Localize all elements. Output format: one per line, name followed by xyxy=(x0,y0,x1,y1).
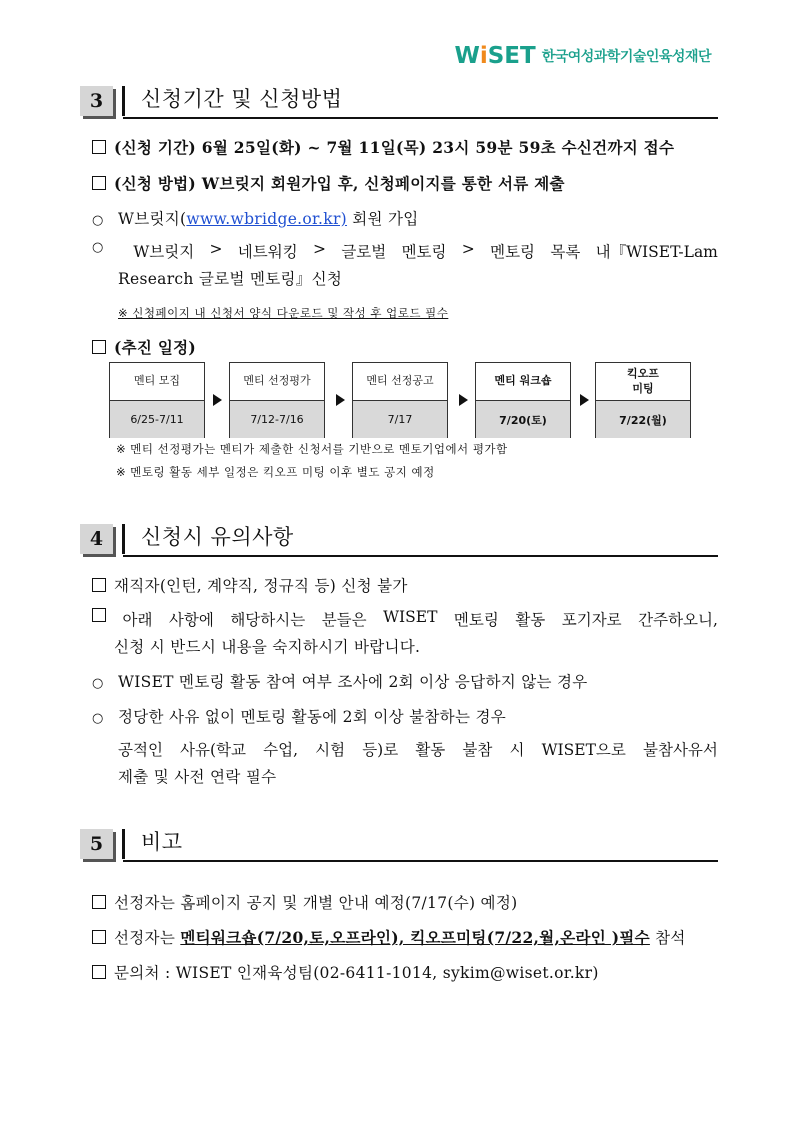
arrow-right-icon xyxy=(580,394,589,406)
schedule-step xyxy=(352,362,448,438)
section-divider xyxy=(122,86,125,116)
caution-detail-line2: 제출 및 사전 연락 필수 xyxy=(118,768,277,786)
evaluation-note: ※ 멘티 선정평가는 멘티가 제출한 신청서를 기반으로 멘토기업에서 평가함 xyxy=(116,442,508,456)
step-date: 6/25-7/11 xyxy=(110,401,204,438)
schedule-step xyxy=(229,362,325,438)
signup-instruction: ○ W브릿지(www.wbridge.or.kr) 회원 가입 xyxy=(92,210,419,228)
caution-sub-1: ○ WISET 멘토링 활동 참여 여부 조사에 2회 이상 응답하지 않는 경우 xyxy=(92,673,588,691)
checkbox-icon xyxy=(92,930,106,944)
circle-bullet-icon: ○ xyxy=(92,711,104,726)
apply-path-line2: Research 글로벌 멘토링』신청 xyxy=(118,270,343,288)
remark-item-1: 선정자는 홈페이지 공지 및 개별 안내 예정(7/17(수) 예정) xyxy=(92,891,517,913)
circle-bullet-icon: ○ xyxy=(92,240,104,255)
caution-detail-line1: 공적인 사유(학교 수업, 시험 등)로 활동 불참 시 WISET으로 불참사유서 xyxy=(118,741,718,759)
section-4-header xyxy=(80,521,718,557)
section-3-header xyxy=(80,83,718,119)
step-date: 7/17 xyxy=(353,401,447,438)
step-date: 7/12-7/16 xyxy=(230,401,324,438)
checkbox-icon xyxy=(92,140,106,154)
step-date: 7/20(토) xyxy=(476,401,570,438)
remark-item-2: 선정자는 멘티워크숍(7/20,토,오프라인), 킥오프미팅(7/22,월,온라인 )필수 참석 xyxy=(92,926,686,948)
required-events: 멘티워크숍(7/20,토,오프라인), 킥오프미팅(7/22,월,온라인 )필수 xyxy=(180,928,650,947)
contact-info: 문의처 : WISET 인재육성팀(02-6411-1014, sykim@wiset.or.kr) xyxy=(92,961,599,983)
checkbox-icon xyxy=(92,578,106,592)
schedule-step xyxy=(109,362,205,438)
apply-period: (신청 기간) 6월 25일(화) ~ 7월 11일(목) 23시 59분 59초 수신건까지 접수 xyxy=(92,136,674,158)
caution-item-2-line2: 신청 시 반드시 내용을 숙지하시기 바랍니다. xyxy=(114,638,421,656)
arrow-right-icon xyxy=(336,394,345,406)
circle-bullet-icon: ○ xyxy=(92,213,104,228)
arrow-right-icon xyxy=(459,394,468,406)
section-underline xyxy=(123,117,718,119)
schedule-title: (추진 일정) xyxy=(92,336,196,358)
section-5-number: 5 xyxy=(80,829,113,859)
section-divider xyxy=(122,829,125,859)
circle-bullet-icon: ○ xyxy=(92,676,104,691)
wiset-logo xyxy=(454,42,711,70)
checkbox-icon xyxy=(92,608,106,622)
logo-org-name: 한국여성과학기술인육성재단 xyxy=(541,49,711,65)
step-date: 7/22(월) xyxy=(596,401,690,438)
upload-note: ※ 신청페이지 내 신청서 양식 다운로드 및 작성 후 업로드 필수 xyxy=(118,306,449,320)
section-5-header xyxy=(80,826,718,862)
section-5-title: 비고 xyxy=(141,830,183,854)
step-name: 멘티 워크숍 xyxy=(476,363,570,401)
section-underline xyxy=(123,555,718,557)
caution-sub-2: ○ 정당한 사유 없이 멘토링 활동에 2회 이상 불참하는 경우 xyxy=(92,708,506,726)
step-name: 멘티 선정평가 xyxy=(230,363,324,401)
section-4-title: 신청시 유의사항 xyxy=(141,525,294,549)
section-underline xyxy=(123,860,718,862)
caution-item-2-line1: 아래 사항에 해당하시는 분들은 WISET 멘토링 활동 포기자로 간주하오니, xyxy=(92,608,718,630)
section-divider xyxy=(122,524,125,554)
section-4-number: 4 xyxy=(80,524,113,554)
logo-mark: WiSET xyxy=(454,43,536,69)
apply-method: (신청 방법) W브릿지 회원가입 후, 신청페이지를 통한 서류 제출 xyxy=(92,172,565,194)
section-3-number: 3 xyxy=(80,86,113,116)
step-name: 킥오프 미팅 xyxy=(596,363,690,401)
schedule-step xyxy=(475,362,571,438)
checkbox-icon xyxy=(92,176,106,190)
checkbox-icon xyxy=(92,895,106,909)
caution-item-1: 재직자(인턴, 계약직, 정규직 등) 신청 불가 xyxy=(92,574,408,596)
section-3-title: 신청기간 및 신청방법 xyxy=(141,87,343,111)
wbridge-link[interactable]: www.wbridge.or.kr) xyxy=(186,210,348,228)
step-name: 멘티 모집 xyxy=(110,363,204,401)
schedule-step xyxy=(595,362,691,438)
checkbox-icon xyxy=(92,965,106,979)
apply-path-line1: ○ W브릿지 > 네트워킹 > 글로벌 멘토링 > 멘토링 목록 내『WISET-Lam xyxy=(92,240,718,261)
checkbox-icon xyxy=(92,340,106,354)
step-name: 멘티 선정공고 xyxy=(353,363,447,401)
arrow-right-icon xyxy=(213,394,222,406)
activity-note: ※ 멘토링 활동 세부 일정은 킥오프 미팅 이후 별도 공지 예정 xyxy=(116,465,435,479)
